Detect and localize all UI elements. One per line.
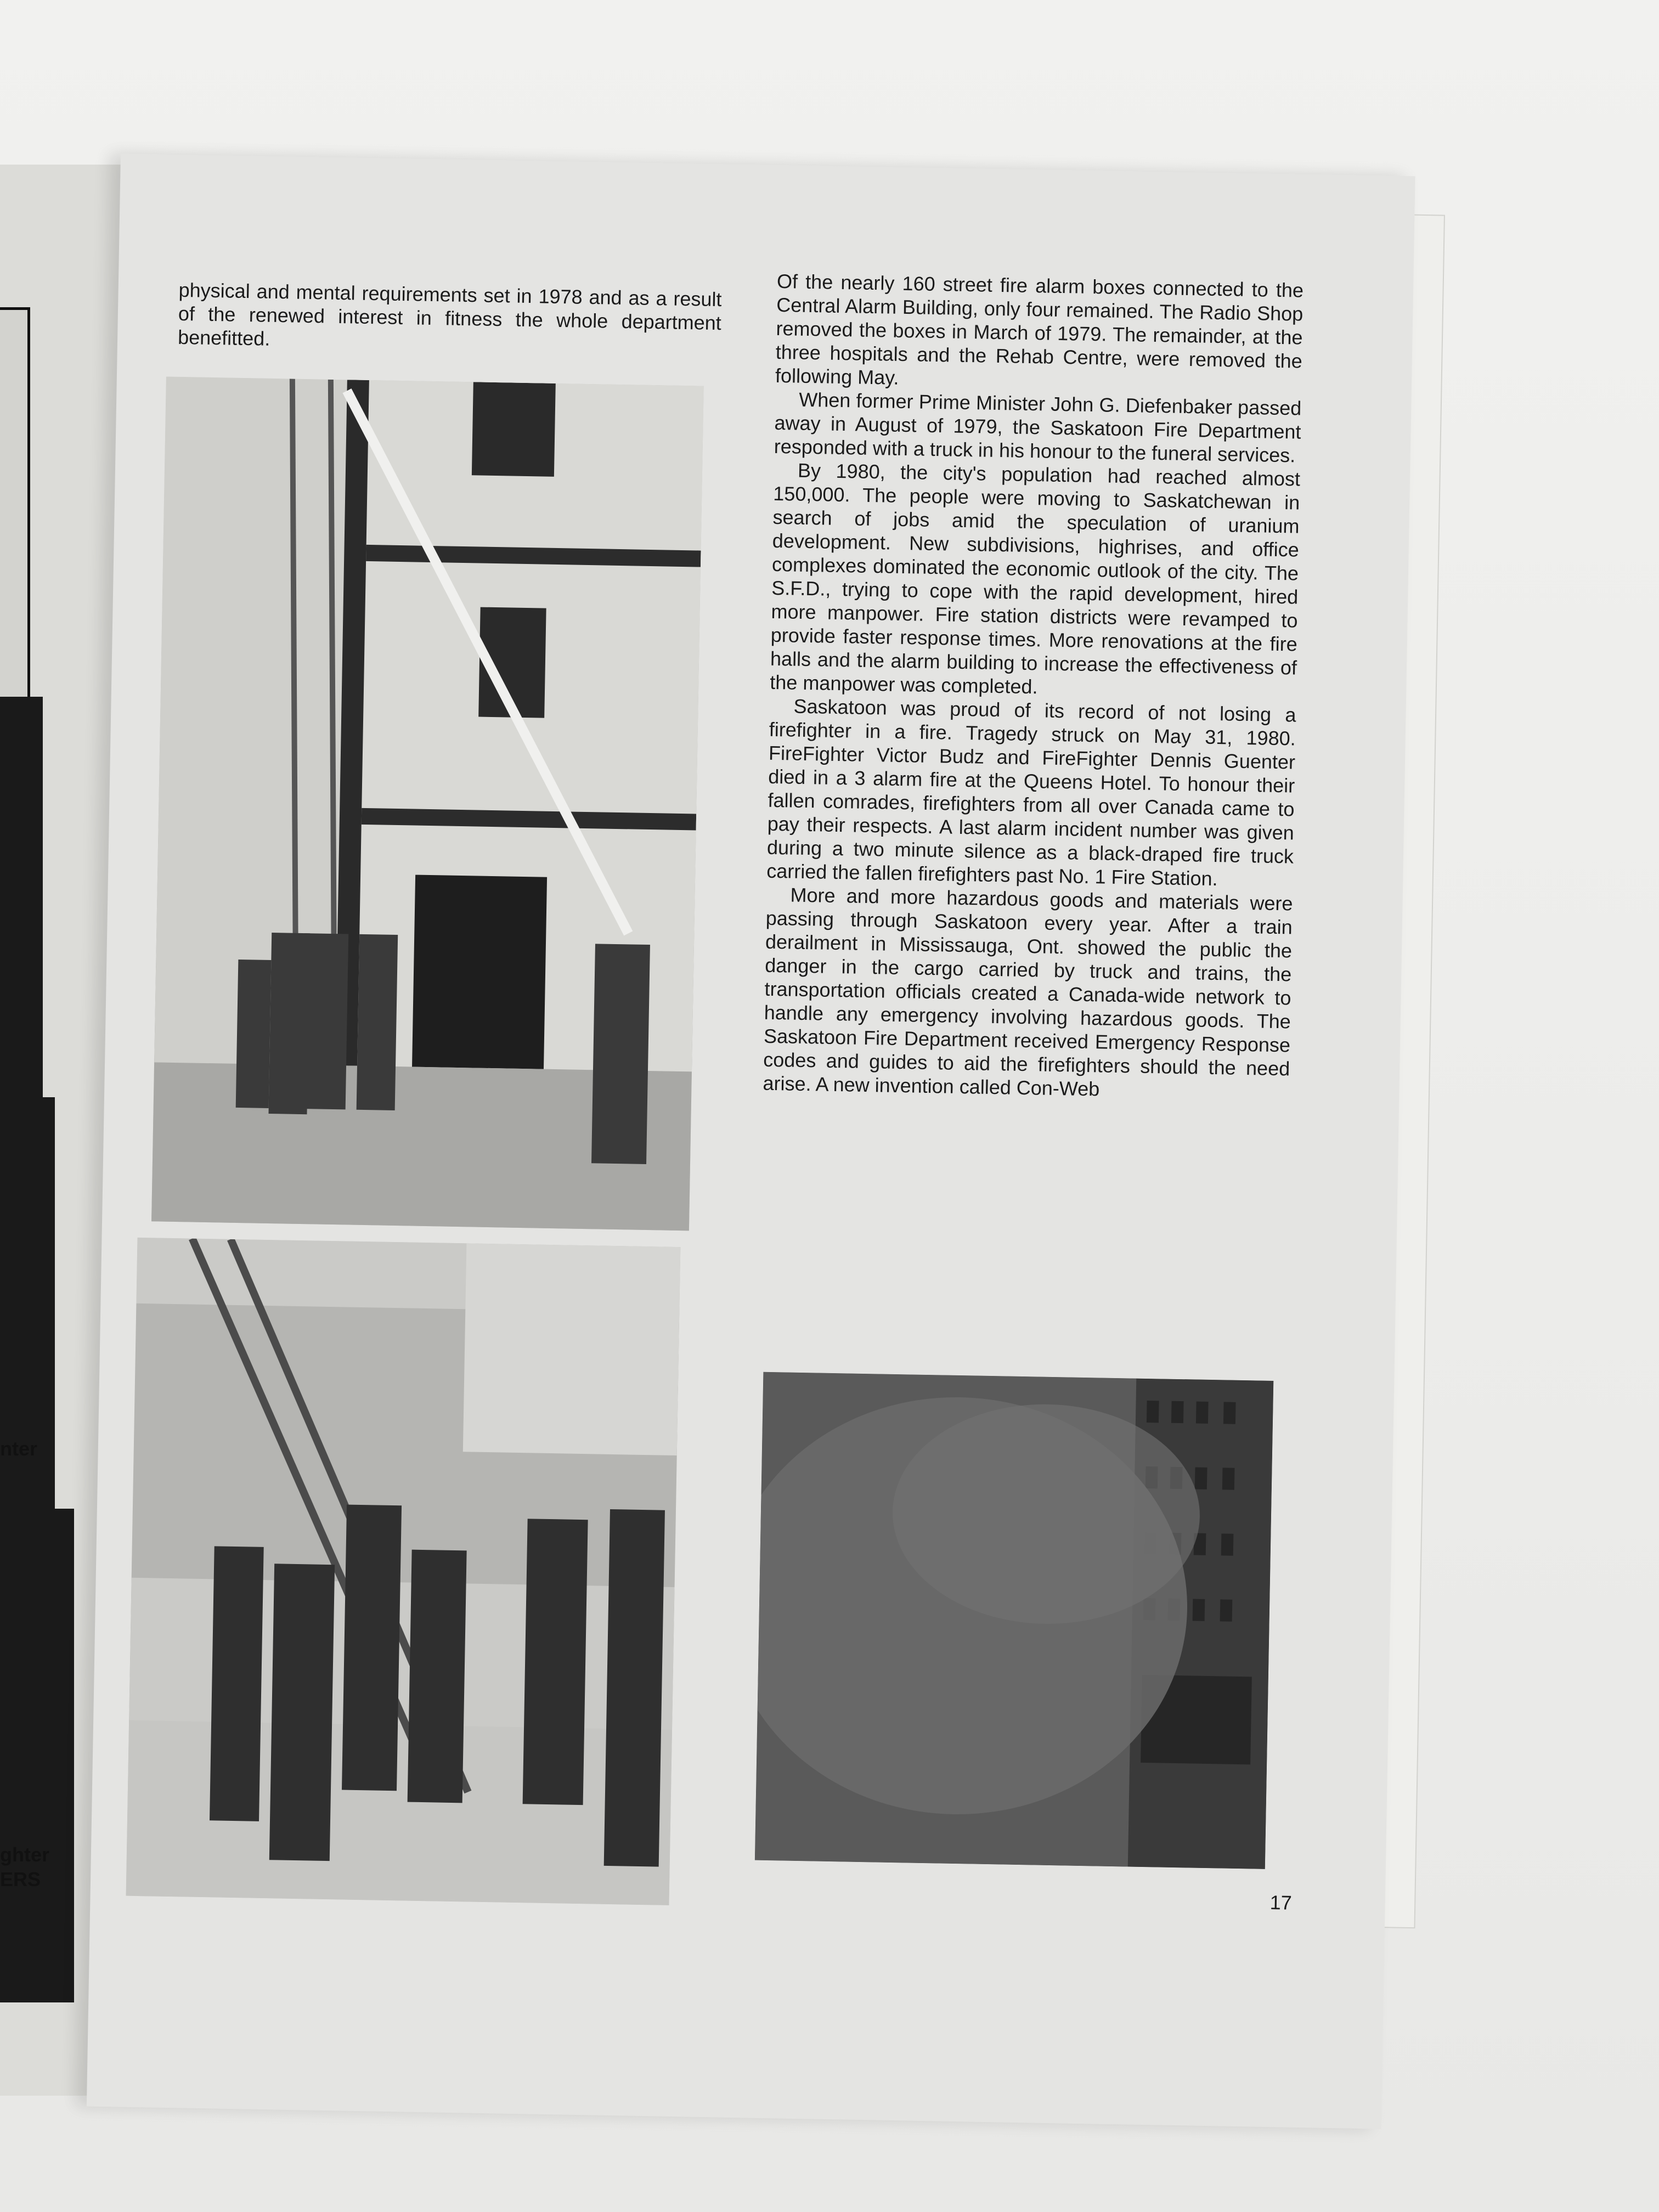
photo-firefighters-hose-drill <box>126 1238 681 1905</box>
left-column-text: physical and mental requirements set in 1978 and as a result of the renewed interest in fitness the whole department benefitted. <box>177 278 722 350</box>
photo-hose-drill-art <box>126 1238 681 1905</box>
paragraph-4: Saskatoon was proud of its record of not losing a firefighter in a fire. Tragedy struck on May 31, 1980. FireFighter Victor Budz and FireFighter Dennis Guenter died in a 3 alarm fire at the Queens Hotel. To honour their fallen comrades, firefighters from all over Canada came to pay their respects. A last alarm incident number was given during a two minute silence as a black-draped fire truck carried the fallen firefighters past No. 1 Fire Station. <box>766 695 1296 890</box>
page-number: 17 <box>1269 1891 1293 1914</box>
magazine-page <box>87 154 1415 2129</box>
previous-page-caption-2: ghter <box>0 1843 49 1866</box>
previous-page-caption-3: ERS <box>0 1868 41 1891</box>
photo-ladder-drill-art <box>151 377 704 1231</box>
paragraph-2: When former Prime Minister John G. Diefenbaker passed away in August of 1979, the Saskatoon Fire Department responded with a truck in his honour to the funeral services. <box>774 388 1302 467</box>
photo-queens-hotel-fire-smoke <box>755 1372 1273 1869</box>
previous-page-caption-1: nter <box>0 1437 38 1460</box>
paragraph-5: More and more hazardous goods and materials were passing through Saskatoon every year. After a train derailment in Mississauga, Ont. showed the public the danger in the cargo carried by truck and trains, the transportation officials created a Canada-wide network to handle any emergency involving hazardous goods. The Saskatoon Fire Department received Emergency Response codes and guides to aid the firefighters should the need arise. A new invention called Con-Web <box>763 883 1293 1101</box>
previous-page-portrait-3 <box>0 1509 74 2002</box>
right-column-text <box>763 269 1304 1104</box>
photo-ladder-drill-building <box>151 377 704 1231</box>
paragraph-1: Of the nearly 160 street fire alarm boxes connected to the Central Alarm Building, only four remained. The Radio Shop removed the boxes in March of 1979. The remainder, at the three hospitals and the Rehab Centre, were removed the following May. <box>775 269 1304 389</box>
photo-smoke-art <box>755 1372 1273 1869</box>
paragraph-3: By 1980, the city's population had reached almost 150,000. The people were moving to Saskatchewan in search of jobs amid the speculation of uranium development. New subdivisions, highrises, and office complexes dominated the economic outlook of the city. The S.F.D., trying to cope with the rapid development, hired more manpower. Fire station districts were revamped to provide faster response times. More renovations at the fire halls and the alarm building to increase the effectiveness of the manpower was completed. <box>770 459 1301 698</box>
